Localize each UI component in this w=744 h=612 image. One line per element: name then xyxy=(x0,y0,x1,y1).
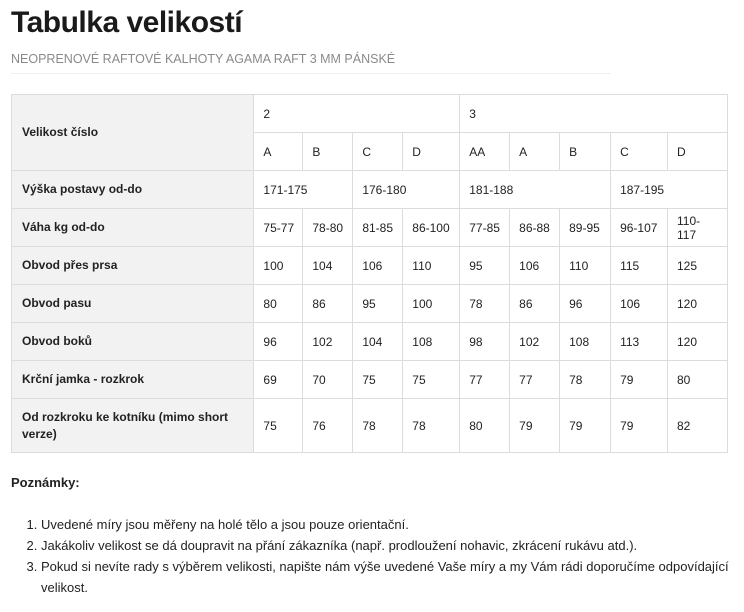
neck-crotch-cell: 70 xyxy=(303,361,353,399)
inseam-cell: 75 xyxy=(254,399,303,453)
height-cell: 181-188 xyxy=(460,171,611,209)
row-header-neck-crotch: Krční jamka - rozkrok xyxy=(12,361,254,399)
inseam-cell: 80 xyxy=(460,399,510,453)
weight-cell: 89-95 xyxy=(560,209,611,247)
neck-crotch-cell: 78 xyxy=(560,361,611,399)
chest-row xyxy=(12,247,728,285)
waist-cell: 100 xyxy=(403,285,460,323)
waist-cell: 86 xyxy=(510,285,560,323)
height-cell: 171-175 xyxy=(254,171,353,209)
hips-cell: 102 xyxy=(303,323,353,361)
weight-cell: 86-88 xyxy=(510,209,560,247)
chest-cell: 110 xyxy=(403,247,460,285)
note-item: 1. Uvedené míry jsou měřeny na holé tělo a jsou pouze orientační. xyxy=(41,514,741,535)
chest-cell: 106 xyxy=(510,247,560,285)
hips-cell: 96 xyxy=(254,323,303,361)
size-table xyxy=(11,94,728,453)
neck-crotch-cell: 75 xyxy=(353,361,403,399)
inseam-cell: 79 xyxy=(510,399,560,453)
inseam-cell: 82 xyxy=(668,399,728,453)
hips-cell: 102 xyxy=(510,323,560,361)
size-letter-cell: C xyxy=(353,133,403,171)
waist-cell: 78 xyxy=(460,285,510,323)
hips-cell: 98 xyxy=(460,323,510,361)
size-letter-cell: D xyxy=(403,133,460,171)
weight-row xyxy=(12,209,728,247)
waist-cell: 96 xyxy=(560,285,611,323)
inseam-row xyxy=(12,399,728,453)
waist-cell: 86 xyxy=(303,285,353,323)
weight-cell: 81-85 xyxy=(353,209,403,247)
size-letter-cell: C xyxy=(611,133,668,171)
size-group-cell: 3 xyxy=(460,95,728,133)
waist-cell: 95 xyxy=(353,285,403,323)
inseam-cell: 76 xyxy=(303,399,353,453)
note-item: 2. Jakákoliv velikost se dá doupravit na přání zákazníka (např. prodloužení nohavic, zkrácení rukávu atd.). xyxy=(41,535,741,556)
neck-crotch-cell: 80 xyxy=(668,361,728,399)
note-item: 3. Pokud si nevíte rady s výběrem velikosti, napište nám výše uvedené Vaše míry a my Vám rádi doporučíme odpovídající velikost. xyxy=(41,556,741,598)
chest-cell: 104 xyxy=(303,247,353,285)
size-letter-cell: D xyxy=(668,133,728,171)
hips-cell: 104 xyxy=(353,323,403,361)
weight-cell: 86-100 xyxy=(403,209,460,247)
chest-cell: 115 xyxy=(611,247,668,285)
row-header-waist: Obvod pasu xyxy=(12,285,254,323)
chest-cell: 110 xyxy=(560,247,611,285)
neck-crotch-cell: 79 xyxy=(611,361,668,399)
waist-cell: 106 xyxy=(611,285,668,323)
notes-list xyxy=(11,514,741,598)
row-header-hips: Obvod boků xyxy=(12,323,254,361)
neck-crotch-cell: 77 xyxy=(460,361,510,399)
inseam-cell: 78 xyxy=(403,399,460,453)
chest-cell: 95 xyxy=(460,247,510,285)
hips-cell: 108 xyxy=(403,323,460,361)
weight-cell: 78-80 xyxy=(303,209,353,247)
inseam-cell: 79 xyxy=(611,399,668,453)
row-header-size-number: Velikost číslo xyxy=(12,95,254,171)
hips-row xyxy=(12,323,728,361)
page-title: Tabulka velikostí xyxy=(11,6,243,39)
hips-cell: 113 xyxy=(611,323,668,361)
size-letter-cell: AA xyxy=(460,133,510,171)
waist-row xyxy=(12,285,728,323)
row-header-height: Výška postavy od-do xyxy=(12,171,254,209)
subtitle-divider xyxy=(11,73,611,74)
size-letter-cell: A xyxy=(254,133,303,171)
inseam-cell: 78 xyxy=(353,399,403,453)
inseam-cell: 79 xyxy=(560,399,611,453)
neck-crotch-cell: 77 xyxy=(510,361,560,399)
height-cell: 187-195 xyxy=(611,171,728,209)
height-row xyxy=(12,171,728,209)
weight-cell: 77-85 xyxy=(460,209,510,247)
neck-crotch-row xyxy=(12,361,728,399)
size-letter-cell: B xyxy=(303,133,353,171)
weight-cell: 96-107 xyxy=(611,209,668,247)
row-header-inseam: Od rozkroku ke kotníku (mimo short verze) xyxy=(12,399,254,453)
size-letter-cell: B xyxy=(560,133,611,171)
waist-cell: 120 xyxy=(668,285,728,323)
chest-cell: 106 xyxy=(353,247,403,285)
chest-cell: 125 xyxy=(668,247,728,285)
row-header-weight: Váha kg od-do xyxy=(12,209,254,247)
row-header-chest: Obvod přes prsa xyxy=(12,247,254,285)
neck-crotch-cell: 75 xyxy=(403,361,460,399)
size-group-row xyxy=(12,95,728,133)
hips-cell: 108 xyxy=(560,323,611,361)
size-letter-cell: A xyxy=(510,133,560,171)
height-cell: 176-180 xyxy=(353,171,460,209)
page-subtitle: NEOPRENOVÉ RAFTOVÉ KALHOTY AGAMA RAFT 3 MM PÁNSKÉ xyxy=(11,52,396,66)
weight-cell: 75-77 xyxy=(254,209,303,247)
weight-cell: 110-117 xyxy=(668,209,728,247)
notes-heading: Poznámky: xyxy=(11,475,80,490)
hips-cell: 120 xyxy=(668,323,728,361)
neck-crotch-cell: 69 xyxy=(254,361,303,399)
waist-cell: 80 xyxy=(254,285,303,323)
chest-cell: 100 xyxy=(254,247,303,285)
size-group-cell: 2 xyxy=(254,95,460,133)
